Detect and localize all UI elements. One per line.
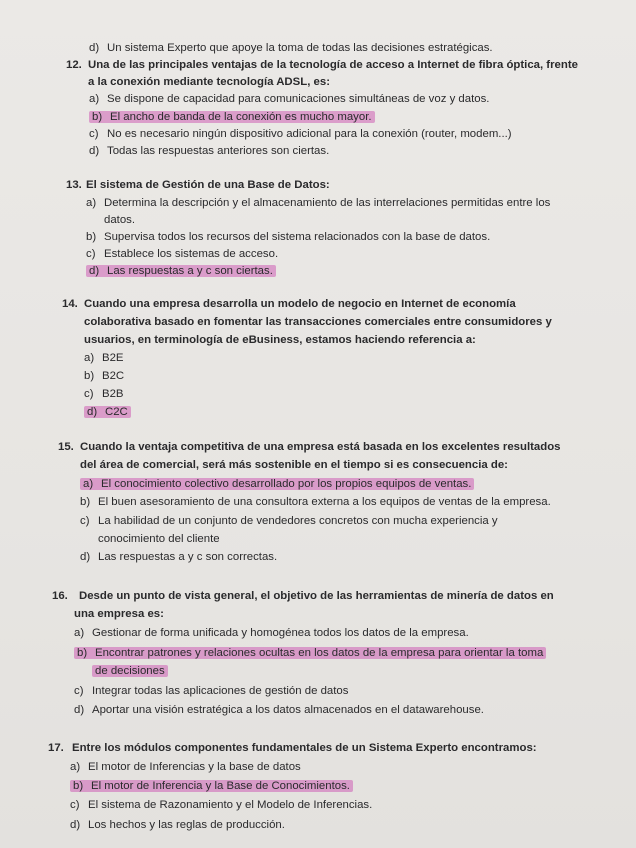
q14-number: 14. [62,298,78,310]
q12-number: 12. [66,59,82,71]
q15-option-b: b) El buen asesoramiento de una consultora externa a los equipos de ventas de la empresa. [80,496,551,508]
q15-number: 15. [58,441,74,453]
q13-text: El sistema de Gestión de una Base de Datos: [86,179,330,191]
q12-option-b [89,110,375,124]
q17-option-a: a) El motor de Inferencias y la base de datos [70,761,301,773]
q12-option-d: d) Todas las respuestas anteriores son ciertas. [89,145,330,157]
q14-text-2: colaborativa basado en fomentar las transacciones comerciales entre consumidores y [84,316,552,328]
q12-option-c: c) No es necesario ningún dispositivo adicional para la conexión (router, modem...) [89,128,512,140]
q14-option-c: c) B2B [84,388,124,400]
q15-text-2: del área de comercial, será más sostenible en el tiempo si es consecuencia de: [80,459,508,471]
q13-option-c: c) Establece los sistemas de acceso. [86,248,279,260]
q15-option-a [80,477,474,491]
q16-option-d: d) Aportar una visión estratégica a los datos almacenados en el datawarehouse. [74,704,484,716]
q13-option-b: b) Supervisa todos los recursos del sistema relacionados con la base de datos. [86,231,491,243]
q16-option-a: a) Gestionar de forma unificada y homogénea todos los datos de la empresa. [74,627,469,639]
q17-option-c: c) El sistema de Razonamiento y el Modelo de Inferencias. [70,799,373,811]
q17-option-b [70,779,353,793]
q16-option-b [74,646,546,660]
q15-option-d: d) Las respuestas a y c son correctas. [80,551,278,563]
q15-text-1: Cuando la ventaja competitiva de una empresa está basada en los excelentes resultados [80,441,561,453]
q14-option-d [84,405,131,419]
highlight-mark: de decisiones [92,665,168,677]
q12-text-2: a la conexión mediante tecnología ADSL, es: [88,76,331,88]
q15-option-c-cont: conocimiento del cliente [98,533,220,545]
q17-option-d: d) Los hechos y las reglas de producción. [70,819,285,831]
q11-option-d: d) Un sistema Experto que apoye la toma de todas las decisiones estratégicas. [89,42,493,54]
highlight-mark: b) El motor de Inferencia y la Base de Conocimientos. [70,780,353,792]
q17-text: Entre los módulos componentes fundamentales de un Sistema Experto encontramos: [72,742,537,754]
q13-option-d [86,264,276,278]
highlight-mark: b) Encontrar patrones y relaciones ocultas en los datos de la empresa para orientar la toma [74,647,546,659]
highlight-mark: d) C2C [84,406,131,418]
highlight-mark: a) El conocimiento colectivo desarrollado por los propios equipos de ventas. [80,478,474,490]
q16-text-2: una empresa es: [74,608,164,620]
highlight-mark: d) Las respuestas a y c son ciertas. [86,265,276,277]
q16-text-1: Desde un punto de vista general, el objetivo de las herramientas de minería de datos en [79,590,554,602]
q13-option-a-cont: datos. [104,214,136,226]
q16-option-c: c) Integrar todas las aplicaciones de gestión de datos [74,685,349,697]
q15-option-c: c) La habilidad de un conjunto de vendedores concretos con mucha experiencia y [80,515,498,527]
q13-option-a: a) Determina la descripción y el almacenamiento de las interrelaciones permitidas entre los [86,197,551,209]
q12-text-1: Una de las principales ventajas de la tecnología de acceso a Internet de fibra óptica, frente [88,59,578,71]
highlight-mark: b) El ancho de banda de la conexión es mucho mayor. [89,111,375,123]
q17-number: 17. [48,742,64,754]
q14-option-a: a) B2E [84,352,124,364]
q14-text-3: usuarios, en terminología de eBusiness, estamos haciendo referencia a: [84,334,476,346]
q14-option-b: b) B2C [84,370,125,382]
q16-number: 16. [52,590,68,602]
q16-option-b-cont [92,664,168,678]
q13-number: 13. [66,179,82,191]
q14-text-1: Cuando una empresa desarrolla un modelo de negocio en Internet de economía [84,298,516,310]
q12-option-a: a) Se dispone de capacidad para comunicaciones simultáneas de voz y datos. [89,93,490,105]
